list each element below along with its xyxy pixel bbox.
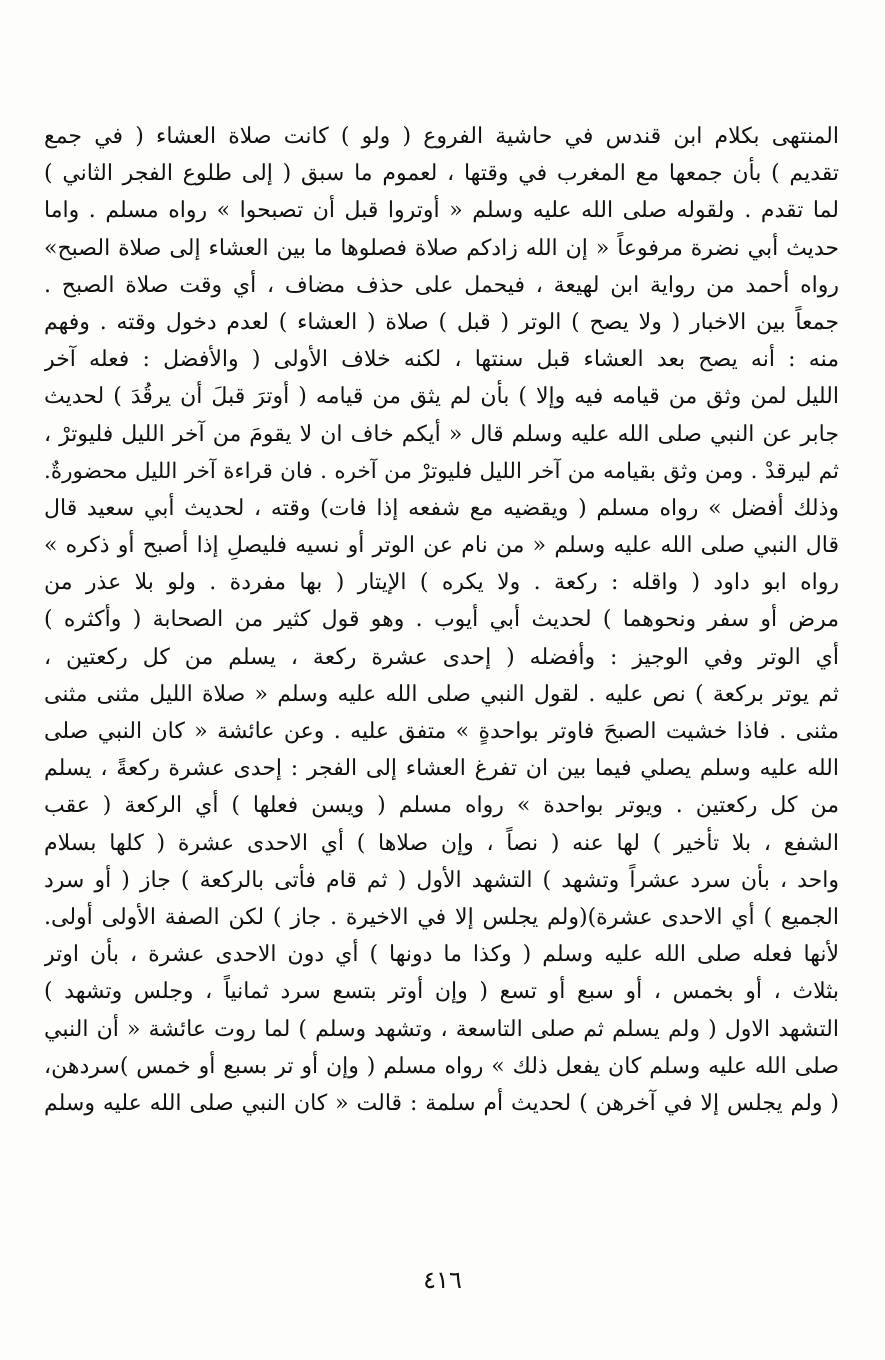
text-line: بثلاث ، أو بخمس ، أو سبع أو تسع ( وإن أوتر بتسع سرد ثمانياً ، وجلس وتشهد ) <box>44 979 839 1005</box>
text-line: لأنها فعله صلى الله عليه وسلم ( وكذا ما دونها ) أي دون الاحدى عشرة ، بأن اوتر <box>44 942 839 968</box>
text-line: المنتهى بكلام ابن قندس في حاشية الفروع ( ولو ) كانت صلاة العشاء ( في جمع <box>44 124 839 149</box>
text-line: حديث أبي نضرة مرفوعاً « إن الله زادكم صلاة فصلوها ما بين العشاء إلى صلاة الصبح» <box>44 235 839 261</box>
text-line: رواه أحمد من رواية ابن لهيعة ، فيحمل على حذف مضاف ، أي وقت صلاة الصبح . <box>44 272 839 298</box>
text-line: الليل لمن وثق من قيامه فيه وإلا ) بأن لم يثق من قيامه ( أوترَ قبلَ أن يرقُدَ ) لحديث <box>44 384 839 410</box>
text-line: ثم ليرقدْ . ومن وثق بقيامه من آخر الليل فليوترْ من آخره . فان قراءة آخر الليل محضورةٌ. <box>44 458 839 484</box>
text-line: رواه ابو داود ( واقله : ركعة . ولا يكره ) الإيتار ( بها مفردة . ولو بلا عذر من <box>44 570 839 596</box>
text-line: الجميع ) أي الاحدى عشرة)(ولم يجلس إلا في الاخيرة . جاز ) لكن الصفة الأولى أولى. <box>44 904 839 930</box>
text-line: مثنى . فاذا خشيت الصبحَ فاوتر بواحدةٍ » متفق عليه . وعن عائشة « كان النبي صلى <box>44 719 839 744</box>
text-line: ثم يوتر بركعة ) نص عليه . لقول النبي صلى الله عليه وسلم « صلاة الليل مثنى مثنى <box>44 681 839 707</box>
text-line: جمعاً بين الاخبار ( ولا يصح ) الوتر ( قبل ) صلاة ( العشاء ) لعدم دخول وقته . وفهم <box>44 309 839 335</box>
text-line: أي الوتر وفي الوجيز : وأفضله ( إحدى عشرة ركعة ، يسلم من كل ركعتين ، <box>44 644 839 670</box>
text-line: من كل ركعتين . ويوتر بواحدة » رواه مسلم ( ويسن فعلها ) أي الركعة ( عقب <box>44 793 839 819</box>
text-line: جابر عن النبي صلى الله عليه وسلم قال « أيكم خاف ان لا يقومَ من آخر الليل فليوترْ ، <box>44 421 839 447</box>
text-line: تقديم ) بأن جمعها مع المغرب في وقتها ، لعموم ما سبق ( إلى طلوع الفجر الثاني ) <box>44 161 839 187</box>
text-line: صلى الله عليه وسلم كان يفعل ذلك » رواه مسلم ( وإن أو تر بسبع أو خمس )سردهن، <box>44 1053 839 1079</box>
text-line: واحد ، بأن سرد عشراً وتشهد ) التشهد الأول ( ثم قام فأتى بالركعة ) جاز ( أو سرد <box>44 867 839 893</box>
text-line: قال النبي صلى الله عليه وسلم « من نام عن الوتر أو نسيه فليصلِ إذا أصبح أو ذكره » <box>44 533 839 559</box>
text-line: مرض أو سفر ونحوهما ) لحديث أبي أيوب . وهو قول كثير من الصحابة ( وأكثره ) <box>44 607 839 633</box>
page-number: ٤١٦ <box>423 1266 462 1294</box>
text-line: الشفع ، بلا تأخير ) لها عنه ( نصاً ، وإن صلاها ) أي الاحدى عشرة ( كلها بسلام <box>44 830 839 856</box>
text-line: التشهد الاول ( ولم يسلم ثم صلى التاسعة ، وتشهد وسلم ) لما روت عائشة « أن النبي <box>44 1016 839 1042</box>
text-line: لما تقدم . ولقوله صلى الله عليه وسلم « أوتروا قبل أن تصبحوا » رواه مسلم . واما <box>44 198 839 224</box>
text-line: وذلك أفضل » رواه مسلم ( ويقضيه مع شفعه إذا فات) وقته ، لحديث أبي سعيد قال <box>44 495 839 521</box>
text-line: ( ولم يجلس إلا في آخرهن ) لحديث أم سلمة : قالت « كان النبي صلى الله عليه وسلم <box>44 1090 839 1116</box>
text-line: منه : أنه يصح بعد العشاء قبل سنتها ، لكنه خلاف الأولى ( والأفضل : فعله آخر <box>44 347 839 373</box>
text-line: الله عليه وسلم يصلي فيما بين ان تفرغ العشاء إلى الفجر : إحدى عشرة ركعةً ، يسلم <box>44 756 839 782</box>
body-text <box>44 118 839 1122</box>
